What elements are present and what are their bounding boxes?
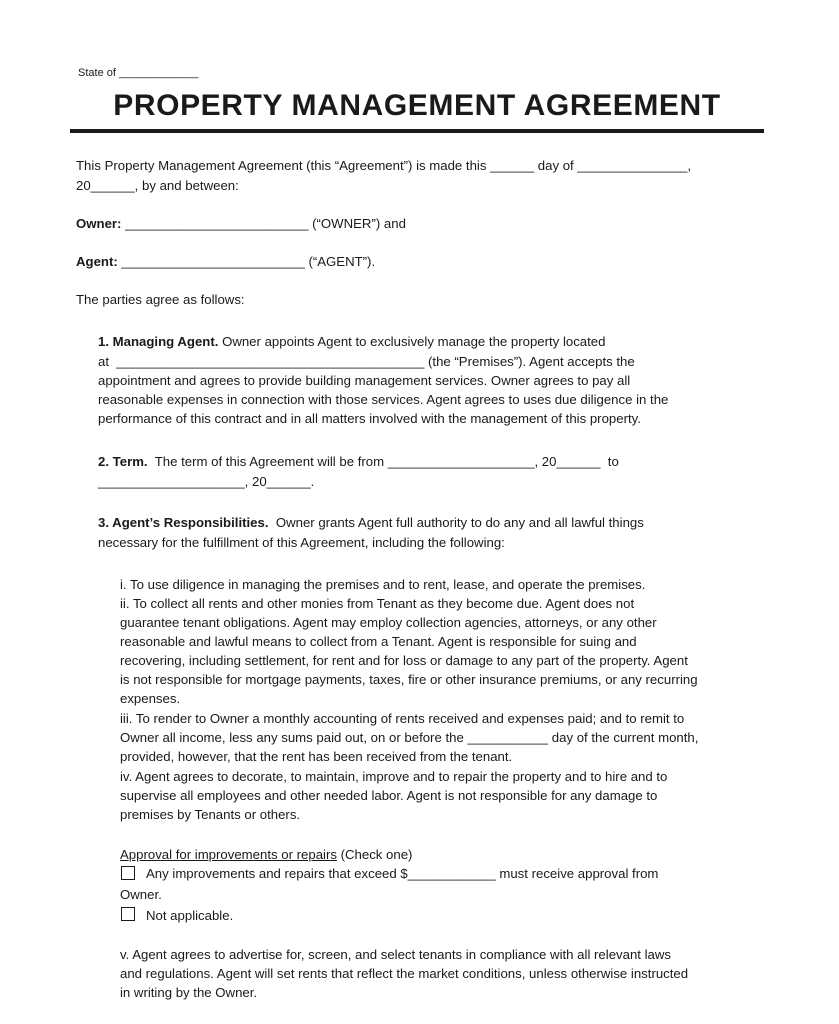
intro-line-2: 20______, by and between: [76,178,239,193]
resp-line: provided, however, that the rent has been received from the tenant. [120,749,513,764]
approval-option-2-text: Not applicable. [146,908,234,923]
section3-line-2: necessary for the fulfillment of this Agreement, including the following: [98,535,505,550]
approval-option-1-text-cont: Owner. [120,887,162,902]
agent-label: Agent: [76,254,118,269]
section1-line-5: performance of this contract and in all matters involved with the management of this property. [98,411,641,426]
resp-line: iii. To render to Owner a monthly accounting of rents received and expenses paid; and to remit to [120,711,685,726]
item-v-line: in writing by the Owner. [120,985,258,1000]
section1-line-1 [98,334,605,350]
resp-line: iv. Agent agrees to decorate, to maintain, improve and to repair the property and to hire and to [120,769,668,784]
parties-agree: The parties agree as follows: [76,292,245,307]
resp-line: i. To use diligence in managing the premises and to rent, lease, and operate the premises. [120,577,646,592]
resp-line: Owner all income, less any sums paid out, on or before the ___________ day of the current month, [120,730,699,745]
resp-line: premises by Tenants or others. [120,807,301,822]
resp-line: is not responsible for mortgage payments, taxes, fire or other insurance premiums, or any recurring [120,672,698,687]
section2-line-1-text: The term of this Agreement will be from ____________________, 20______ to [147,454,619,469]
resp-line: recovering, including settlement, for rent and for loss or damage to any part of the property. Agent [120,653,688,668]
resp-line: reasonable and lawful means to collect from a Tenant. Agent is responsible for suing and [120,634,637,649]
approval-option-2-checkbox[interactable] [121,907,135,921]
resp-line: guarantee tenant obligations. Agent may employ collection agencies, attorneys, or any other [120,615,657,630]
section3-line-1-text: Owner grants Agent full authority to do any and all lawful things [268,515,644,530]
section1-line-1-text: Owner appoints Agent to exclusively manage the property located [218,334,606,349]
section2-heading: 2. Term. [98,454,148,469]
resp-line: ii. To collect all rents and other monies from Tenant as they become due. Agent does not [120,596,635,611]
section1-line-2: at __________________________________________ (the “Premises”). Agent accepts the [98,354,635,369]
section2-line-2: ____________________, 20______. [98,474,315,489]
approval-note: (Check one) [336,847,413,862]
section1-line-4: reasonable expenses in connection with those services. Agent agrees to uses due diligence in the [98,392,669,407]
item-v-line: and regulations. Agent will set rents that reflect the market conditions, unless otherwise instructed [120,966,689,981]
section3-line-1 [98,515,644,531]
section1-line-3: appointment and agrees to provide building management services. Owner agrees to pay all [98,373,631,388]
section3-heading: 3. Agent’s Responsibilities. [98,515,269,530]
approval-option-1-text: Any improvements and repairs that exceed $____________ must receive approval from [146,866,659,881]
state-line: State of _____________ [78,67,199,79]
title-rule [70,129,764,133]
owner-label: Owner: [76,216,122,231]
intro-line-1: This Property Management Agreement (this “Agreement”) is made this ______ day of _______________, [76,158,692,173]
resp-line: expenses. [120,691,181,706]
agent-blank: _________________________ (“AGENT”). [117,254,376,269]
approval-heading [120,847,412,863]
approval-option-1-checkbox[interactable] [121,866,135,880]
section2-line-1 [98,454,619,470]
item-v-line: v. Agent agrees to advertise for, screen, and select tenants in compliance with all relevant laws [120,947,671,962]
owner-blank: _________________________ (“OWNER”) and [121,216,406,231]
agent-line [76,254,375,270]
owner-line [76,216,406,232]
section1-heading: 1. Managing Agent. [98,334,219,349]
resp-line: supervise all employees and other needed labor. Agent is not responsible for any damage to [120,788,658,803]
document-title: PROPERTY MANAGEMENT AGREEMENT [113,89,721,122]
approval-label: Approval for improvements or repairs [120,847,337,862]
